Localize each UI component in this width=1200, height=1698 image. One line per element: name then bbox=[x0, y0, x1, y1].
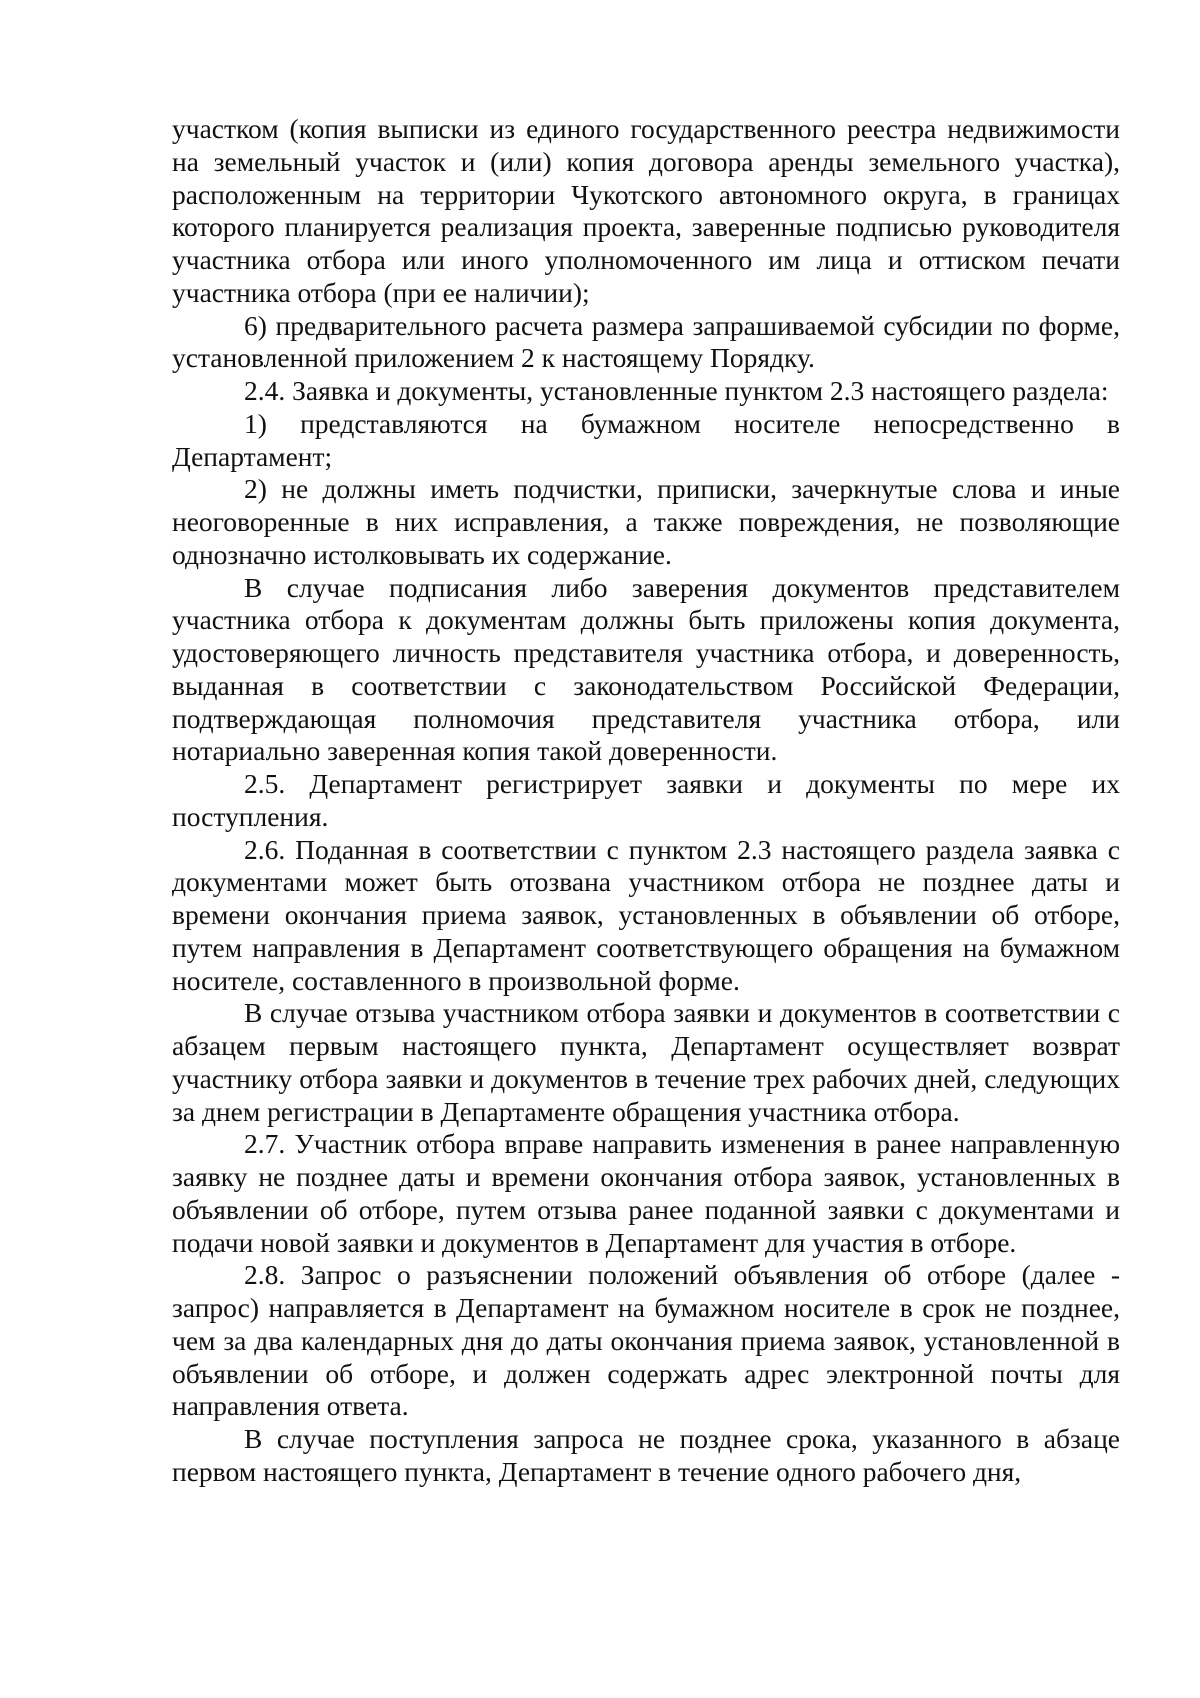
paragraph-withdrawal-return: В случае отзыва участником отбора заявки и документов в соответствии с абзацем первым настоящего пункта, Департамент осуществляет возврат участнику отбора заявки и документов в течение трех рабочих дней, следующих за днем регистрации в Департаменте обращения участника отбора. bbox=[172, 997, 1120, 1127]
paragraph-section-2-5: 2.5. Департамент регистрирует заявки и документы по мере их поступления. bbox=[172, 768, 1120, 832]
document-page bbox=[172, 113, 1120, 1489]
paragraph-continuation-land-documents: участком (копия выписки из единого государственного реестра недвижимости на земельный участок и (или) копия договора аренды земельного участка), расположенным на территории Чукотского автономного округа, в границах которого планируется реализация проекта, заверенные подписью руководителя участника отбора или иного уполномоченного им лица и оттиском печати участника отбора (при ее наличии); bbox=[172, 113, 1120, 308]
paragraph-section-2-8: 2.8. Запрос о разъяснении положений объявления об отборе (далее - запрос) направляется в Департамент на бумажном носителе в срок не позднее, чем за два календарных дня до даты окончания приема заявок, установленной в объявлении об отборе, и должен содержать адрес электронной почты для направления ответа. bbox=[172, 1259, 1120, 1422]
paragraph-section-2-6: 2.6. Поданная в соответствии с пунктом 2.3 настоящего раздела заявка с документами может быть отозвана участником отбора не позднее даты и времени окончания приема заявок, установленных в объявлении об отборе, путем направления в Департамент соответствующего обращения на бумажном носителе, составленного в произвольной форме. bbox=[172, 833, 1120, 996]
paragraph-request-received: В случае поступления запроса не позднее срока, указанного в абзаце первом настоящего пункта, Департамент в течение одного рабочего дня, bbox=[172, 1423, 1120, 1487]
paragraph-item-6-subsidy-calculation: 6) предварительного расчета размера запрашиваемой субсидии по форме, установленной приложением 2 к настоящему Порядку. bbox=[172, 309, 1120, 374]
paragraph-section-2-4: 2.4. Заявка и документы, установленные пунктом 2.3 настоящего раздела: bbox=[244, 375, 1109, 406]
paragraph-item-2-no-corrections: 2) не должны иметь подчистки, приписки, зачеркнутые слова и иные неоговоренные в них исправления, а также повреждения, не позволяющие однозначно истолковывать их содержание. bbox=[172, 473, 1120, 570]
paragraph-item-1-paper-submission: 1) представляются на бумажном носителе непосредственно в Департамент; bbox=[172, 407, 1120, 472]
paragraph-representative-documents: В случае подписания либо заверения документов представителем участника отбора к документам должны быть приложены копия документа, удостоверяющего личность представителя участника отбора, и доверенность, выданная в соответствии с законодательством Российской Федерации, подтверждающая полномочия представителя участника отбора, или нотариально заверенная копия такой доверенности. bbox=[172, 571, 1120, 767]
paragraph-section-2-7: 2.7. Участник отбора вправе направить изменения в ранее направленную заявку не позднее даты и времени окончания отбора заявок, установленных в объявлении об отборе, путем отзыва ранее поданной заявки с документами и подачи новой заявки и документов в Департамент для участия в отборе. bbox=[172, 1128, 1120, 1258]
